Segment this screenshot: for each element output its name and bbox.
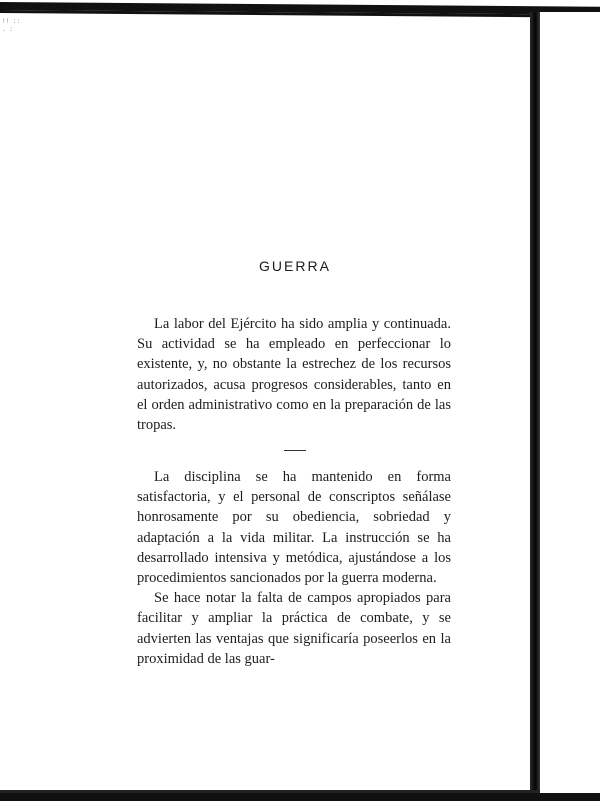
discipline-section — [137, 467, 451, 669]
paragraph-combat-fields: Se hace notar la falta de campos apropiados para facilitar y ampliar la práctica de combate, y se advierten las ventajas que significaría poseerlos en la proximidad de las guar- — [137, 590, 451, 667]
section-separator — [284, 450, 306, 451]
paragraph-army-labor: La labor del Ejército ha sido amplia y continuada. Su actividad se ha empleado en perfeccionar lo existente, y, no obstante la estrechez de los recursos autorizados, acusa progresos considerables, tanto en el orden administrativo como en la preparación de las tropas. — [137, 316, 451, 434]
top-scan-border — [0, 2, 600, 15]
right-page-margin — [540, 12, 600, 794]
book-spine-shadow — [530, 12, 540, 794]
bottom-scan-border — [0, 793, 600, 801]
margin-specks: !! :: . : — [2, 18, 21, 33]
page-title: GUERRA — [259, 258, 331, 274]
paragraph-discipline: La disciplina se ha mantenido en forma satisfactoria, y el personal de conscriptos señálase honrosamente por su obediencia, sobriedad y adaptación a la vida militar. La instrucción se ha desarrollado intensiva y metódica, ajustándose a los procedimientos sancionados por la guerra moderna. — [137, 469, 451, 587]
intro-section — [137, 314, 451, 435]
